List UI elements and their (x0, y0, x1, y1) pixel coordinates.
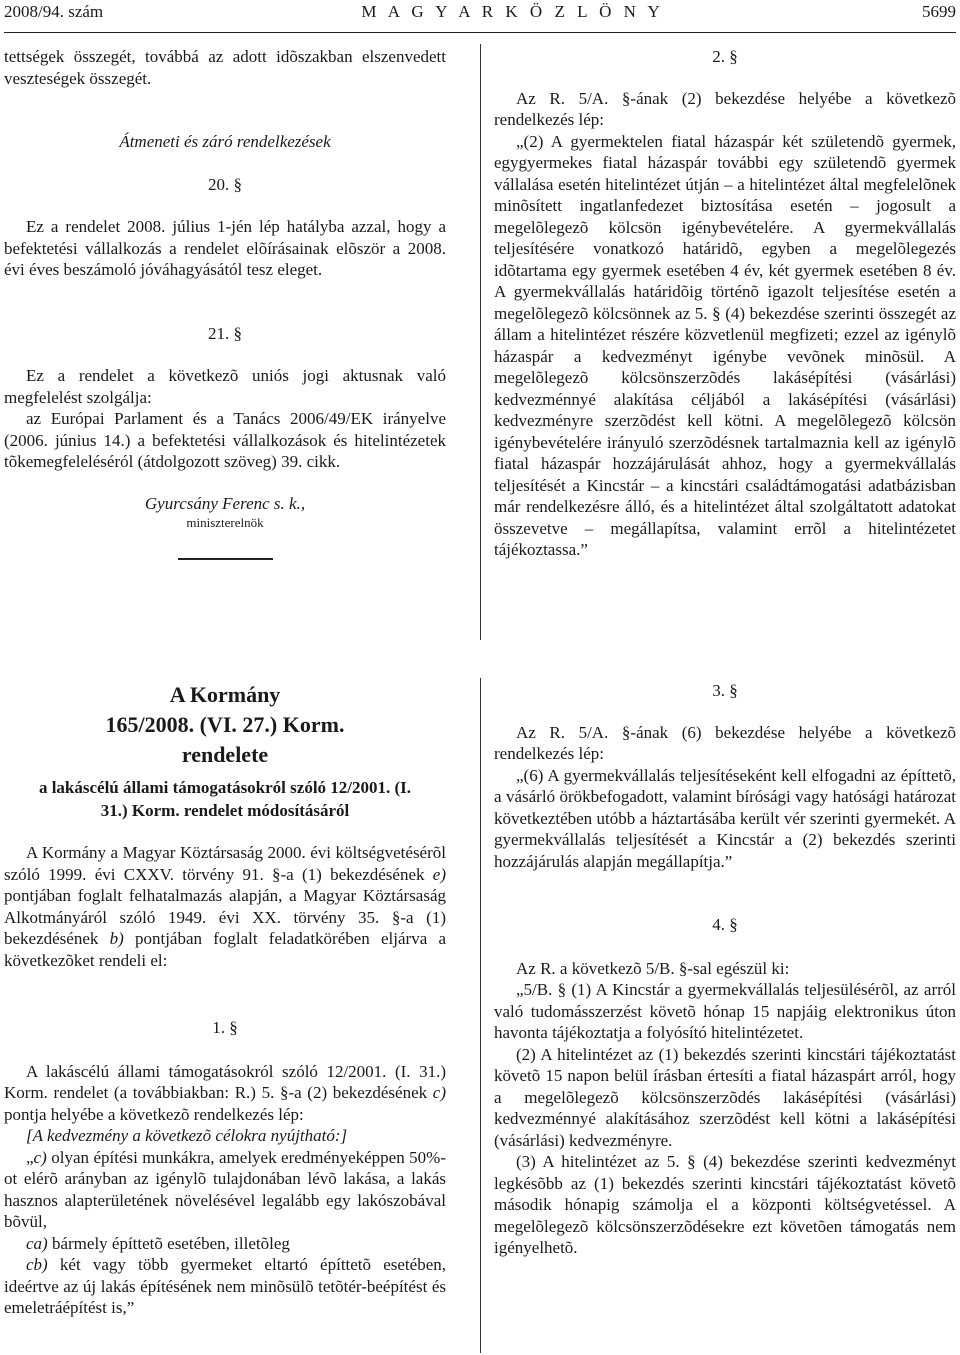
signer-name: Gyurcsány Ferenc s. k., (144, 493, 306, 513)
journal-title: M A G Y A R K Ö Z L Ö N Y (361, 2, 664, 21)
paragraph-3-quote: „(6) A gyermekvállalás teljesítéseként kell elfogadni az építtetõ, a vásárló örökbefogadott, valamint bírósági vagy hatósági határozat következtében utóbb a háztartásába került vér szerinti gyermekét. A gyermekvállalás teljesítését a Kincstár a (2) bekezdés szerinti hozzájárulás alapján megállapítja.” (494, 765, 956, 871)
paragraph-1-point-ca: ca) bármely építtetõ esetében, illetõleg (26, 1233, 290, 1253)
preamble: A Kormány a Magyar Köztársaság 2000. évi költségvetésérõl szóló 1999. évi CXXV. törvény 91. §-a (1) bekezdésének e) pontjában foglalt felhatalmazás alapján, a Magyar Köztársaság Alkotmányáról szóló 1949. évi XX. törvény 35. §-a (1) bekezdésének b) pontjában foglalt feladatkörében eljárva a következõket rendeli el: (4, 843, 447, 970)
left-column-bottom (4, 680, 446, 1319)
paragraph-2-number: 2. § (712, 47, 738, 66)
paragraph-21-text-1: Ez a rendelet a következõ uniós jogi aktusnak való megfelelést szolgálja: (4, 366, 446, 407)
left-column-top (4, 46, 446, 560)
paragraph-1-bracket: [A kedvezmény a következõ célokra nyújtható:] (26, 1126, 348, 1145)
paragraph-1-point-c: „c) olyan építési munkákra, amelyek eredményeképpen 50%-ot elérõ arányban az igénylõ tulajdonában lévõ lakása, a lakás hasznos alapterületének növelésével legalább egy lakószobával bõvül, (4, 1147, 446, 1231)
signer-title: miniszterelnök (186, 515, 264, 530)
paragraph-2-quote: „(2) A gyermektelen fiatal házaspár két születendõ gyermek, egygyermekes fiatal házaspár további egy születendõ gyermek vállalása esetén hitelintézet útján – a hitelintézet által megfelelõnek minõsített ingatlanfedezet biztosítása esetén – jogosult a megelõlegezõ kölcsön igénybevételére. A gyermekvállalás teljesítésére vonatkozó határidõ, egyben a megelõlegezés idõtartama egy gyermek esetében 4 év, két gyermek esetében 8 év. A gyermekvállalás határidõig történõ igazolt teljesítése esetén a megelõlegezõ kölcsönnek az 5. § (4) bekezdése szerinti összegét az állam a hitelintézet részére közvetlenül megfizeti; ezzel az igénylõ házaspár a kedvezményt igénybe vevõnek minõsül. A megelõlegezõ kölcsönszerzõdés lakásépítési (vásárlási) kedvezménnyé alakítása céljából a lakásépítési (vásárlási) kedvezményre szerzõdést kell kötni. A megelõlegezõ kölcsön igénybevételére irányuló szerzõdésnek tartalmaznia kell az igénylõ fiatal házaspár hozzájárulását ahhoz, hogy a gyermekvállalás teljesítését a Kincstár – a kincstári családtámogatási adatbázisban már rendelkezésre álló, és a hitelintézet által szolgáltatott adatokat összevetve – megállapítsa, valamint errõl a hitelintézetet tájékoztassa.” (494, 131, 956, 559)
paragraph-3-number: 3. § (712, 681, 738, 700)
right-column-top (494, 46, 956, 561)
decree-subtitle: a lakáscélú állami támogatásokról szóló 12/2001. (I. 31.) Korm. rendelet módosításáról (38, 778, 412, 820)
page-header (4, 2, 956, 33)
decree-type: rendelete (181, 742, 269, 767)
paragraph-4-subsection-2: (2) A hitelintézet az (1) bekezdés szerinti kincstári tájékoztatást követõ 15 napon belül írásban értesíti a fiatal házaspárt arról, hogy a megelõlegezõ kölcsönszerzõdés lakásépítési (vásárlási) kedvezménnyé alakításához szerzõdést kell kötni a lakásépítési (vásárlási) kedvezményre. (494, 1044, 956, 1150)
paragraph-4-number: 4. § (712, 915, 738, 934)
column-divider-bottom (480, 678, 481, 1353)
paragraph-2-intro: Az R. 5/A. §-ának (2) bekezdése helyébe a következõ rendelkezés lép: (494, 88, 956, 129)
issue-number: 2008/94. szám (4, 2, 104, 21)
paragraph-4-subsection-1: „5/B. § (1) A Kincstár a gyermekvállalás teljesülésérõl, az arról való tudomásszerzést követõ hónap 15 napjáig elektronikus úton havonta tájékoztatja a folyósító hitelintézetet. (494, 980, 956, 1042)
paragraph-1-number: 1. § (212, 1018, 238, 1037)
paragraph-1-point-cb: cb) két vagy több gyermeket eltartó építtetõ esetében, ideértve az új lakás építésének nem minõsülõ tetõtér-beépítést és emeletráépítést is,” (4, 1255, 446, 1317)
closing-rule (178, 558, 273, 560)
paragraph-20-text: Ez a rendelet 2008. július 1-jén lép hatályba azzal, hogy a befektetési vállalkozás a rendelet elõírásainak elõször a 2008. évi éves beszámoló jóváhagyásától tesz eleget. (4, 217, 446, 279)
paragraph-4-subsection-3: (3) A hitelintézet az 5. § (4) bekezdése szerinti kedvezményt legkésõbb az (1) bekezdés szerinti kincstári tájékoztatást követõ második hónapig számolja el a központi költségvetéssel. A megelõlegezõ kölcsönszerzõdésekre ezt követõen támogatás nem igényelhetõ. (494, 1152, 956, 1257)
decree-number: 165/2008. (VI. 27.) Korm. (105, 712, 345, 737)
paragraph-4-intro: Az R. a következõ 5/B. §-sal egészül ki: (516, 958, 790, 978)
paragraph-3-intro: Az R. 5/A. §-ának (6) bekezdése helyébe a következõ rendelkezés lép: (494, 722, 956, 763)
paragraph-1-text: A lakáscélú állami támogatásokról szóló 12/2001. (I. 31.) Korm. rendelet (a továbbiakban: R.) 5. §-a (2) bekezdésének c) pontja helyébe a következõ rendelkezés lép: (4, 1061, 446, 1124)
paragraph-21-number: 21. § (208, 323, 242, 343)
section-heading: Átmeneti és záró rendelkezések (119, 132, 331, 151)
paragraph-21-text-2: az Európai Parlament és a Tanács 2006/49/EK irányelve (2006. június 14.) a befektetési vállalkozások és hitelintézetek tõkemegfeleléséról (átdolgozott szöveg) 39. cikk. (4, 409, 446, 471)
continued-paragraph: tettségek összegét, továbbá az adott idõszakban elszenvedett veszteségek összegét. (4, 47, 446, 88)
column-divider-top (480, 44, 481, 640)
paragraph-20-number: 20. § (208, 174, 242, 194)
decree-issuer: A Kormány (169, 682, 281, 707)
page-number: 5699 (921, 2, 956, 21)
right-column-bottom (494, 680, 956, 1259)
